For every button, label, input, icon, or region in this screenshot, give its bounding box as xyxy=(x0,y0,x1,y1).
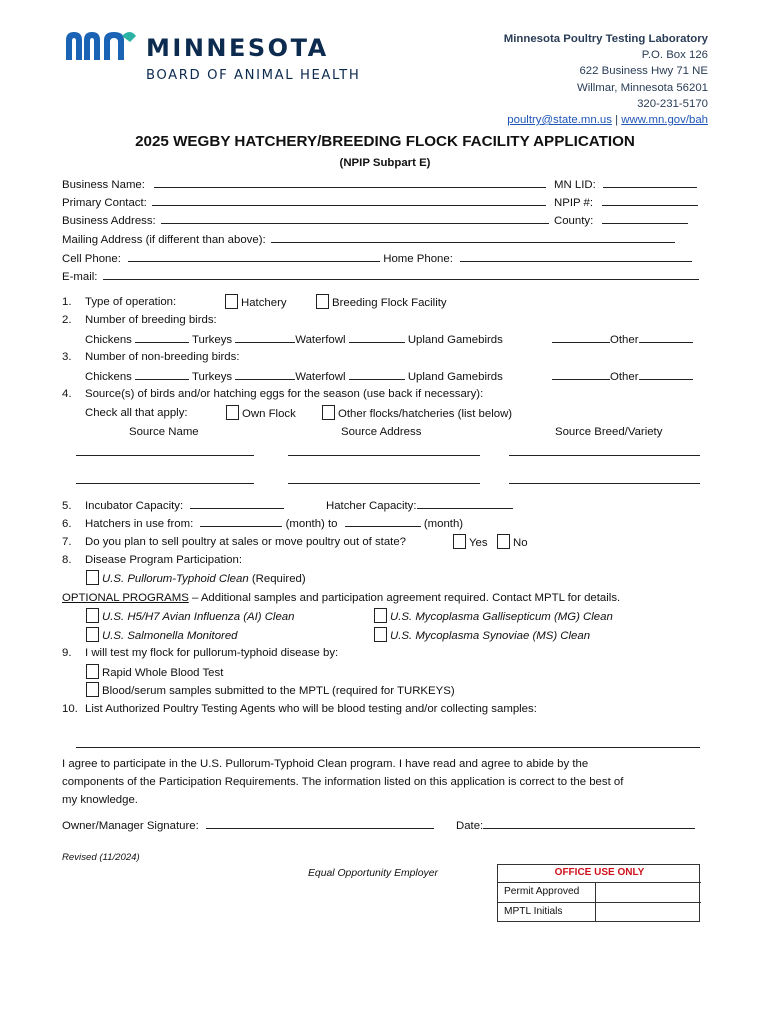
mn-lid-label: MN LID: xyxy=(554,179,596,191)
q1-label: Type of operation: xyxy=(85,296,177,308)
optional-programs-row xyxy=(62,590,620,606)
source-address-field-2[interactable] xyxy=(288,472,480,484)
business-name-field[interactable] xyxy=(154,176,546,188)
email-row xyxy=(62,268,699,284)
blood-serum-option xyxy=(86,682,455,699)
breeding-other-field[interactable] xyxy=(639,331,693,343)
q9-number: 9. xyxy=(62,647,72,659)
business-name-label: Business Name: xyxy=(62,179,145,191)
source-address-field-1[interactable] xyxy=(288,444,480,456)
office-divider xyxy=(595,882,596,922)
optional-programs-heading: OPTIONAL PROGRAMS xyxy=(62,592,189,604)
q5-number: 5. xyxy=(62,500,72,512)
office-use-box xyxy=(497,864,700,922)
q1-row xyxy=(62,294,176,310)
home-phone-field[interactable] xyxy=(460,250,692,262)
source-breed-field-2[interactable] xyxy=(509,472,700,484)
date-label: Date: xyxy=(456,820,484,832)
salmonella-label: U.S. Salmonella Monitored xyxy=(102,630,238,642)
lab-contact-links xyxy=(504,112,708,128)
home-phone-label: Home Phone: xyxy=(383,253,453,265)
q7-no-label: No xyxy=(513,537,528,549)
q10-row xyxy=(62,701,537,717)
breeding-waterfowl-field[interactable] xyxy=(349,331,405,343)
permit-approved-label: Permit Approved xyxy=(504,886,580,897)
ai-clean-checkbox[interactable] xyxy=(86,608,99,623)
mptl-initials-row xyxy=(498,902,701,922)
lab-phone: 320-231-5170 xyxy=(637,97,708,110)
county-label: County: xyxy=(554,215,594,227)
signature-row xyxy=(62,817,434,833)
q8-label: Disease Program Participation: xyxy=(85,554,243,566)
breeding-chickens-label: Chickens xyxy=(85,334,132,346)
mg-clean-label: U.S. Mycoplasma Gallisepticum (MG) Clean xyxy=(390,611,613,623)
breeding-waterfowl-label: Waterfowl xyxy=(295,334,346,346)
hatchers-to-field[interactable] xyxy=(345,515,421,527)
website-link[interactable]: www.mn.gov/bah xyxy=(621,114,708,127)
nonbreeding-other-field-left[interactable] xyxy=(552,368,610,380)
lab-address-block xyxy=(504,31,708,128)
breeding-turkeys-field[interactable] xyxy=(235,331,295,343)
q9-label: I will test my flock for pullorum-typhoid disease by: xyxy=(85,647,339,659)
month-to-label: (month) to xyxy=(285,518,338,530)
npip-group xyxy=(554,194,698,211)
breeding-chickens-field[interactable] xyxy=(135,331,189,343)
q3-row xyxy=(62,349,240,365)
agreement-line-2: components of the Participation Requirements. The information listed on this application is correct to the best of xyxy=(62,776,624,788)
q7-label: Do you plan to sell poultry at sales or move poultry out of state? xyxy=(85,536,407,548)
nonbreeding-birds-row xyxy=(85,368,503,384)
nonbreeding-other-group xyxy=(552,368,693,385)
ms-clean-label: U.S. Mycoplasma Synoviae (MS) Clean xyxy=(390,630,591,642)
nonbreeding-other-field[interactable] xyxy=(639,368,693,380)
lab-po-box: P.O. Box 126 xyxy=(641,49,708,62)
q2-label: Number of breeding birds: xyxy=(85,314,217,326)
nonbreeding-chickens-field[interactable] xyxy=(135,368,189,380)
nonbreeding-waterfowl-label: Waterfowl xyxy=(295,371,346,383)
own-flock-label: Own Flock xyxy=(242,408,296,420)
cell-phone-field[interactable] xyxy=(128,250,380,262)
primary-contact-label: Primary Contact: xyxy=(62,197,147,209)
link-separator: | xyxy=(615,114,619,127)
q3-label: Number of non-breeding birds: xyxy=(85,351,240,363)
mailing-address-field[interactable] xyxy=(271,231,675,243)
q8-number: 8. xyxy=(62,554,72,566)
lab-name: Minnesota Poultry Testing Laboratory xyxy=(503,33,708,45)
lab-street: 622 Business Hwy 71 NE xyxy=(579,65,708,78)
breeding-turkeys-label: Turkeys xyxy=(192,334,233,346)
own-flock-checkbox[interactable] xyxy=(226,405,239,420)
q3-number: 3. xyxy=(62,351,72,363)
logo-wordmark: MINNESOTA xyxy=(146,34,329,62)
phone-row xyxy=(62,250,692,266)
business-address-field[interactable] xyxy=(161,212,549,224)
rapid-test-option xyxy=(86,664,223,681)
lab-city: Willmar, Minnesota 56201 xyxy=(576,81,708,94)
rapid-test-label: Rapid Whole Blood Test xyxy=(102,667,224,679)
breeding-birds-row xyxy=(85,331,503,347)
email-label: E-mail: xyxy=(62,271,98,283)
breeding-flock-checkbox[interactable] xyxy=(316,294,329,309)
mn-logo-mark-icon xyxy=(64,30,138,62)
nonbreeding-turkeys-field[interactable] xyxy=(235,368,295,380)
equal-opportunity-note: Equal Opportunity Employer xyxy=(308,868,438,879)
business-address-row xyxy=(62,212,549,228)
hatchers-from-field[interactable] xyxy=(200,515,282,527)
revised-note: Revised (11/2024) xyxy=(62,852,140,863)
q4-number: 4. xyxy=(62,388,72,400)
nonbreeding-waterfowl-field[interactable] xyxy=(349,368,405,380)
q7-no-option xyxy=(497,534,528,551)
breeding-other-field-left[interactable] xyxy=(552,331,610,343)
signature-label: Owner/Manager Signature: xyxy=(62,820,199,832)
ms-clean-checkbox[interactable] xyxy=(374,627,387,642)
signature-field[interactable] xyxy=(206,817,434,829)
q7-yes-label: Yes xyxy=(469,537,488,549)
nonbreeding-chickens-label: Chickens xyxy=(85,371,132,383)
incubator-capacity-label: Incubator Capacity: xyxy=(85,500,184,512)
q7-row xyxy=(62,534,406,550)
month-label: (month) xyxy=(423,518,464,530)
county-field[interactable] xyxy=(602,212,688,224)
mailing-address-label: Mailing Address (if different than above): xyxy=(62,234,266,246)
logo-subtitle: BOARD OF ANIMAL HEALTH xyxy=(146,68,361,83)
source-breed-header: Source Breed/Variety xyxy=(555,426,663,438)
ms-clean-option xyxy=(374,627,590,644)
breeding-other-label: Other xyxy=(610,334,639,346)
q10-label: List Authorized Poultry Testing Agents who will be blood testing and/or collecting samples: xyxy=(85,703,537,715)
q1-number: 1. xyxy=(62,296,72,308)
source-breed-field-1[interactable] xyxy=(509,444,700,456)
q4-row xyxy=(62,386,483,402)
blood-serum-checkbox[interactable] xyxy=(86,682,99,697)
q8-row xyxy=(62,552,242,568)
breeding-flock-option xyxy=(316,294,447,311)
cell-phone-label: Cell Phone: xyxy=(62,253,121,265)
q9-row xyxy=(62,645,338,661)
salmonella-checkbox[interactable] xyxy=(86,627,99,642)
mn-lid-field[interactable] xyxy=(603,176,697,188)
breeding-other-group xyxy=(552,331,693,348)
testing-agents-field[interactable] xyxy=(76,736,700,748)
business-address-label: Business Address: xyxy=(62,215,156,227)
lab-email-link[interactable]: poultry@state.mn.us xyxy=(507,114,612,127)
business-name-row xyxy=(62,176,546,192)
q7-yes-checkbox[interactable] xyxy=(453,534,466,549)
breeding-flock-label: Breeding Flock Facility xyxy=(332,297,447,309)
q4-check-row xyxy=(85,405,188,421)
nonbreeding-turkeys-label: Turkeys xyxy=(192,371,233,383)
pullorum-label: U.S. Pullorum-Typhoid Clean xyxy=(102,573,249,585)
agreement-line-1: I agree to participate in the U.S. Pullorum-Typhoid Clean program. I have read and agree to abide by the xyxy=(62,758,589,770)
q7-no-checkbox[interactable] xyxy=(497,534,510,549)
q7-number: 7. xyxy=(62,536,72,548)
rapid-test-checkbox[interactable] xyxy=(86,664,99,679)
other-flocks-label: Other flocks/hatcheries (list below) xyxy=(338,408,513,420)
hatchery-option xyxy=(225,294,287,311)
mn-board-logo xyxy=(64,28,394,88)
own-flock-option xyxy=(226,405,296,422)
other-flocks-option xyxy=(322,405,512,422)
q5-row xyxy=(62,497,284,513)
pullorum-required-label: (Required) xyxy=(251,573,306,585)
mg-clean-option xyxy=(374,608,613,625)
incubator-capacity-field[interactable] xyxy=(190,497,284,509)
q7-yes-option xyxy=(453,534,488,551)
office-use-title: OFFICE USE ONLY xyxy=(554,867,645,878)
q2-number: 2. xyxy=(62,314,72,326)
source-name-field-2[interactable] xyxy=(76,472,254,484)
mailing-address-row xyxy=(62,231,675,247)
npip-field[interactable] xyxy=(602,194,698,206)
date-group xyxy=(456,817,695,834)
source-address-header: Source Address xyxy=(341,426,422,438)
hatchery-checkbox[interactable] xyxy=(225,294,238,309)
ai-clean-option xyxy=(86,608,294,625)
q4-label: Source(s) of birds and/or hatching eggs for the season (use back if necessary): xyxy=(85,388,484,400)
date-field[interactable] xyxy=(483,817,695,829)
breeding-upland-label: Upland Gamebirds xyxy=(407,334,503,346)
mg-clean-checkbox[interactable] xyxy=(374,608,387,623)
mptl-initials-label: MPTL Initials xyxy=(504,906,563,917)
blood-serum-label: Blood/serum samples submitted to the MPTL (required for TURKEYS) xyxy=(102,685,455,697)
hatchers-in-use-label: Hatchers in use from: xyxy=(85,518,194,530)
other-flocks-checkbox[interactable] xyxy=(322,405,335,420)
hatcher-capacity-field[interactable] xyxy=(417,497,513,509)
q6-row xyxy=(62,515,463,531)
source-name-field-1[interactable] xyxy=(76,444,254,456)
hatcher-capacity-group xyxy=(326,497,513,514)
mn-lid-group xyxy=(554,176,697,193)
source-name-header: Source Name xyxy=(129,426,199,438)
primary-contact-row xyxy=(62,194,546,210)
pullorum-checkbox[interactable] xyxy=(86,570,99,585)
q2-row xyxy=(62,312,217,328)
hatcher-capacity-label: Hatcher Capacity: xyxy=(326,500,417,512)
q10-number: 10. xyxy=(62,703,78,715)
county-group xyxy=(554,212,688,229)
permit-approved-row xyxy=(498,882,701,902)
agreement-line-3: my knowledge. xyxy=(62,794,138,806)
q4-check-label: Check all that apply: xyxy=(85,407,188,419)
nonbreeding-upland-label: Upland Gamebirds xyxy=(407,371,503,383)
hatchery-label: Hatchery xyxy=(241,297,287,309)
q6-number: 6. xyxy=(62,518,72,530)
npip-label: NPIP #: xyxy=(554,197,594,209)
form-subtitle: (NPIP Subpart E) xyxy=(339,157,431,169)
form-title: 2025 WEGBY HATCHERY/BREEDING FLOCK FACILITY APPLICATION xyxy=(135,133,635,150)
nonbreeding-other-label: Other xyxy=(610,371,639,383)
email-field[interactable] xyxy=(103,268,699,280)
pullorum-option xyxy=(86,570,306,587)
ai-clean-label: U.S. H5/H7 Avian Influenza (AI) Clean xyxy=(102,611,295,623)
primary-contact-field[interactable] xyxy=(152,194,546,206)
optional-programs-text: – Additional samples and participation agreement required. Contact MPTL for details. xyxy=(188,592,621,604)
salmonella-option xyxy=(86,627,238,644)
